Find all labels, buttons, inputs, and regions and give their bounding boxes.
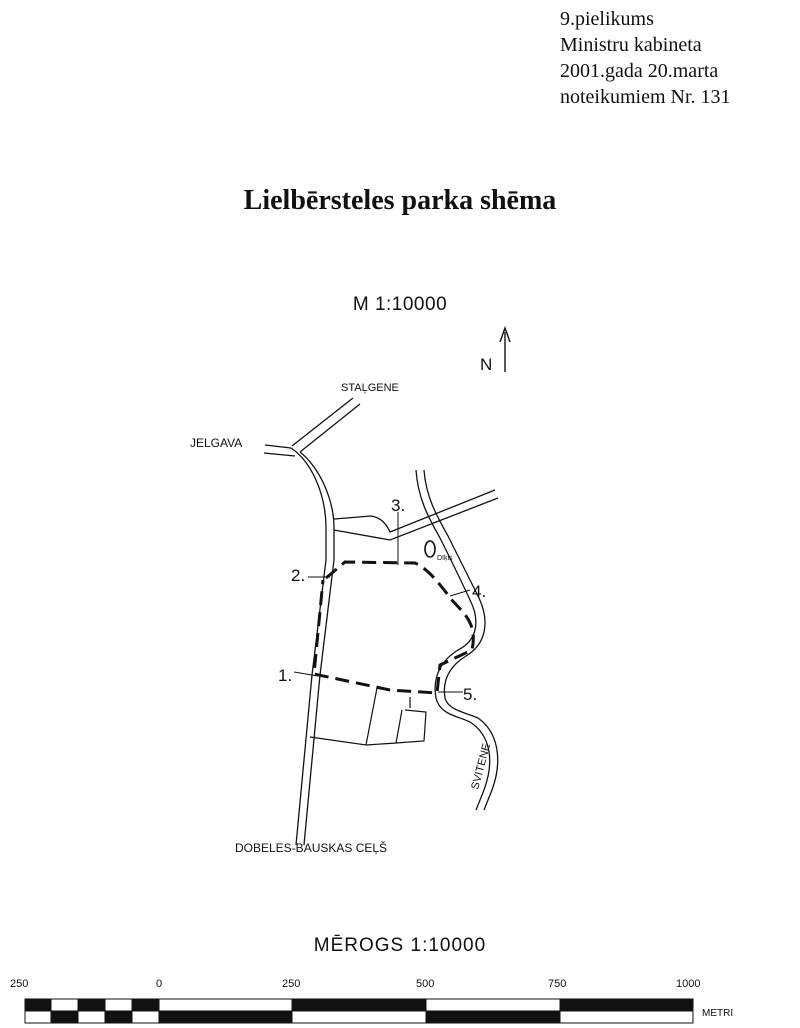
place-svitene: SVITENE (469, 742, 494, 791)
point-1-label: 1. (278, 666, 293, 685)
point-5-label: 5. (463, 685, 478, 704)
pond-label: Dīķis (437, 555, 453, 562)
scalebar-tick-label: 500 (416, 978, 435, 990)
point-4-label: 4. (472, 582, 487, 601)
map-title: Lielbērsteles parka shēma (243, 185, 557, 216)
scalebar-tick-label: 250 (10, 978, 29, 990)
scalebar-tick-label: 250 (282, 978, 301, 990)
place-stalgene: STAĻGENE (341, 382, 399, 394)
scalebar-title: MĒROGS 1:10000 (313, 935, 487, 956)
annex-line-2: Ministru kabineta (560, 34, 702, 56)
place-road-dobeles-bauskas: DOBELES-BAUSKAS CEĻŠ (235, 841, 388, 855)
scalebar-ticks (10, 978, 700, 990)
scalebar-tick-label: 0 (156, 978, 163, 990)
annex-line-1: 9.pielikums (560, 8, 654, 30)
map-scale-label: M 1:10000 (352, 294, 448, 315)
annex-line-3: 2001.gada 20.marta (560, 60, 719, 82)
place-jelgava: JELGAVA (190, 436, 243, 450)
annex-line-4: noteikumiem Nr. 131 (560, 86, 731, 108)
scalebar-unit: METRI (702, 1008, 734, 1019)
scalebar-tick-label: 750 (548, 978, 567, 990)
point-3-label: 3. (391, 496, 406, 515)
scalebar-ruler (25, 999, 693, 1023)
point-2-label: 2. (291, 566, 306, 585)
scalebar-tick-label: 1000 (676, 978, 701, 990)
north-label: N (480, 355, 493, 374)
